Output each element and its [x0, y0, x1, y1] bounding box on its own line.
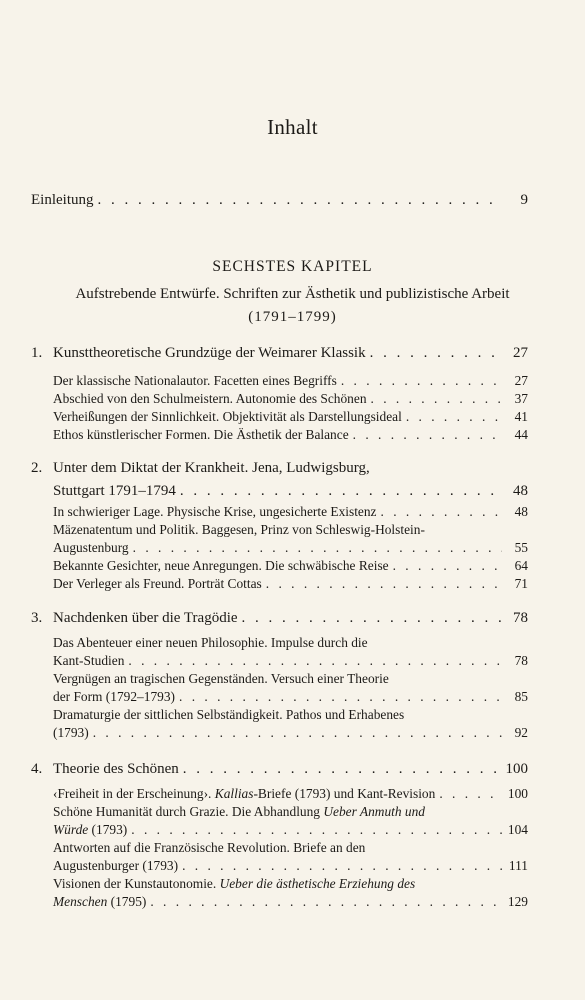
text-italic: Ueber Anmuth und	[323, 804, 426, 819]
text-part: Schöne Humanität durch Grazie. Die Abhandlung	[53, 804, 324, 819]
text-part: (1795)	[107, 894, 147, 909]
subentry-text	[53, 804, 425, 820]
subentry-page: 104	[507, 822, 528, 837]
text-italic: Ueber die ästhetische Erziehung des	[219, 876, 416, 891]
toc-subentry	[53, 504, 528, 520]
section-number: 3.	[31, 610, 43, 626]
leader-dots	[406, 409, 502, 425]
subentry-page: 100	[507, 786, 528, 801]
leader-dots	[353, 427, 502, 443]
subentry-text-cont: (1793)	[53, 725, 89, 740]
toc-subentry	[53, 391, 528, 407]
toc-subentry	[53, 653, 528, 669]
text-part: ‹Freiheit in der Erscheinung›.	[53, 786, 215, 801]
subentry-page: 92	[514, 725, 528, 740]
subentry-page: 41	[514, 409, 528, 424]
subentry-text: Mäzenatentum und Politik. Baggesen, Prinz von Schleswig-Holstein-	[53, 522, 425, 537]
text-part: Visionen der Kunstautonomie.	[53, 876, 220, 891]
leader-dots	[183, 761, 502, 778]
leader-dots	[341, 373, 502, 389]
leader-dots	[242, 610, 502, 627]
toc-subentry	[53, 576, 528, 592]
text-part: -Briefe (1793) und Kant-Revision	[253, 786, 436, 801]
toc-subentry	[53, 540, 528, 556]
subentry-page: 48	[514, 504, 528, 519]
toc-subentry	[53, 858, 528, 874]
chapter-heading: SECHSTES KAPITEL	[212, 258, 373, 275]
section-title-cont: Stuttgart 1791–1794	[53, 483, 176, 499]
subentry-page: 27	[514, 373, 528, 388]
subentry-page: 85	[514, 689, 528, 704]
toc-subentry	[53, 689, 528, 705]
subentry-page: 129	[507, 894, 528, 909]
leader-dots	[131, 822, 502, 838]
leader-dots	[128, 653, 502, 669]
section-title: Theorie des Schönen	[53, 761, 179, 777]
subentry-text-cont: Augustenburger (1793)	[53, 858, 179, 873]
section-number: 4.	[31, 761, 43, 777]
subentry-page: 78	[514, 653, 528, 668]
toc-subentry	[53, 409, 528, 425]
subentry-text: Abschied von den Schulmeistern. Autonomie des Schönen	[53, 391, 367, 406]
leader-dots	[98, 192, 503, 209]
section-page: 78	[513, 610, 528, 626]
chapter-subtitle: Aufstrebende Entwürfe. Schriften zur Ästhetik und publizistische Arbeit	[75, 286, 510, 302]
leader-dots	[381, 504, 502, 520]
text-italic: Kallias	[214, 786, 254, 801]
chapter-years: (1791–1799)	[248, 309, 337, 325]
subentry-text: Der klassische Nationalautor. Facetten eines Begriffs	[53, 373, 337, 388]
section-page: 48	[513, 483, 528, 499]
subentry-text: Das Abenteuer einer neuen Philosophie. Impulse durch die	[53, 635, 368, 650]
leader-dots	[180, 483, 502, 500]
subentry-text	[53, 786, 435, 802]
section-title: Unter dem Diktat der Krankheit. Jena, Ludwigsburg,	[53, 460, 370, 476]
subentry-text: Der Verleger als Freund. Porträt Cottas	[53, 576, 262, 591]
section-page: 27	[513, 345, 528, 361]
leader-dots	[150, 894, 502, 910]
toc-subentry	[53, 822, 528, 838]
text-italic: Würde	[53, 822, 89, 837]
subentry-text: Ethos künstlerischer Formen. Die Ästhetik der Balance	[53, 427, 349, 442]
leader-dots	[133, 540, 502, 556]
leader-dots	[179, 689, 502, 705]
entry-label: Einleitung	[31, 192, 94, 208]
page-title: Inhalt	[267, 115, 318, 139]
toc-subentry	[53, 558, 528, 574]
subentry-text: Bekannte Gesichter, neue Anregungen. Die schwäbische Reise	[53, 558, 389, 573]
leader-dots	[439, 786, 502, 802]
subentry-page: 64	[514, 558, 528, 573]
subentry-text-cont: der Form (1792–1793)	[53, 689, 175, 704]
toc-subentry	[53, 373, 528, 389]
subentry-page: 37	[514, 391, 528, 406]
subentry-page: 71	[514, 576, 528, 591]
subentry-text: Verheißungen der Sinnlichkeit. Objektivität als Darstellungsideal	[53, 409, 402, 424]
subentry-text: In schwieriger Lage. Physische Krise, ungesicherte Existenz	[53, 504, 377, 519]
section-number: 2.	[31, 460, 43, 476]
leader-dots	[371, 391, 502, 407]
toc-subentry	[53, 786, 528, 802]
leader-dots	[266, 576, 502, 592]
toc-subentry	[53, 894, 528, 910]
leader-dots	[93, 725, 502, 741]
toc-subentry	[53, 427, 528, 443]
toc-section-2-line2	[53, 483, 528, 500]
toc-entry-einleitung	[31, 192, 528, 209]
subentry-text: Antworten auf die Französische Revolution. Briefe an den	[53, 840, 366, 855]
subentry-text-cont: Augustenburg	[53, 540, 129, 555]
leader-dots	[393, 558, 502, 574]
subentry-text-cont: Kant-Studien	[53, 653, 125, 668]
toc-section-2-line1	[31, 460, 528, 477]
leader-dots	[370, 345, 502, 362]
toc-section-1	[31, 345, 528, 362]
section-number: 1.	[31, 345, 43, 361]
entry-page: 9	[520, 192, 528, 208]
subentry-page: 55	[514, 540, 528, 555]
subentry-text-cont	[53, 894, 146, 910]
text-italic: Menschen	[53, 894, 108, 909]
leader-dots	[182, 858, 502, 874]
toc-subentry	[53, 725, 528, 741]
subentry-page: 44	[514, 427, 528, 442]
subentry-text-cont	[53, 822, 127, 838]
toc-section-4	[31, 761, 528, 778]
section-title: Kunsttheoretische Grundzüge der Weimarer Klassik	[53, 345, 366, 361]
toc-section-3	[31, 610, 528, 627]
subentry-text: Vergnügen an tragischen Gegenständen. Versuch einer Theorie	[53, 671, 389, 686]
subentry-text: Dramaturgie der sittlichen Selbständigkeit. Pathos und Erhabenes	[53, 707, 405, 722]
section-title: Nachdenken über die Tragödie	[53, 610, 238, 626]
subentry-text	[53, 876, 415, 892]
section-page: 100	[505, 761, 528, 777]
subentry-page: 111	[508, 858, 528, 873]
text-part: (1793)	[88, 822, 128, 837]
